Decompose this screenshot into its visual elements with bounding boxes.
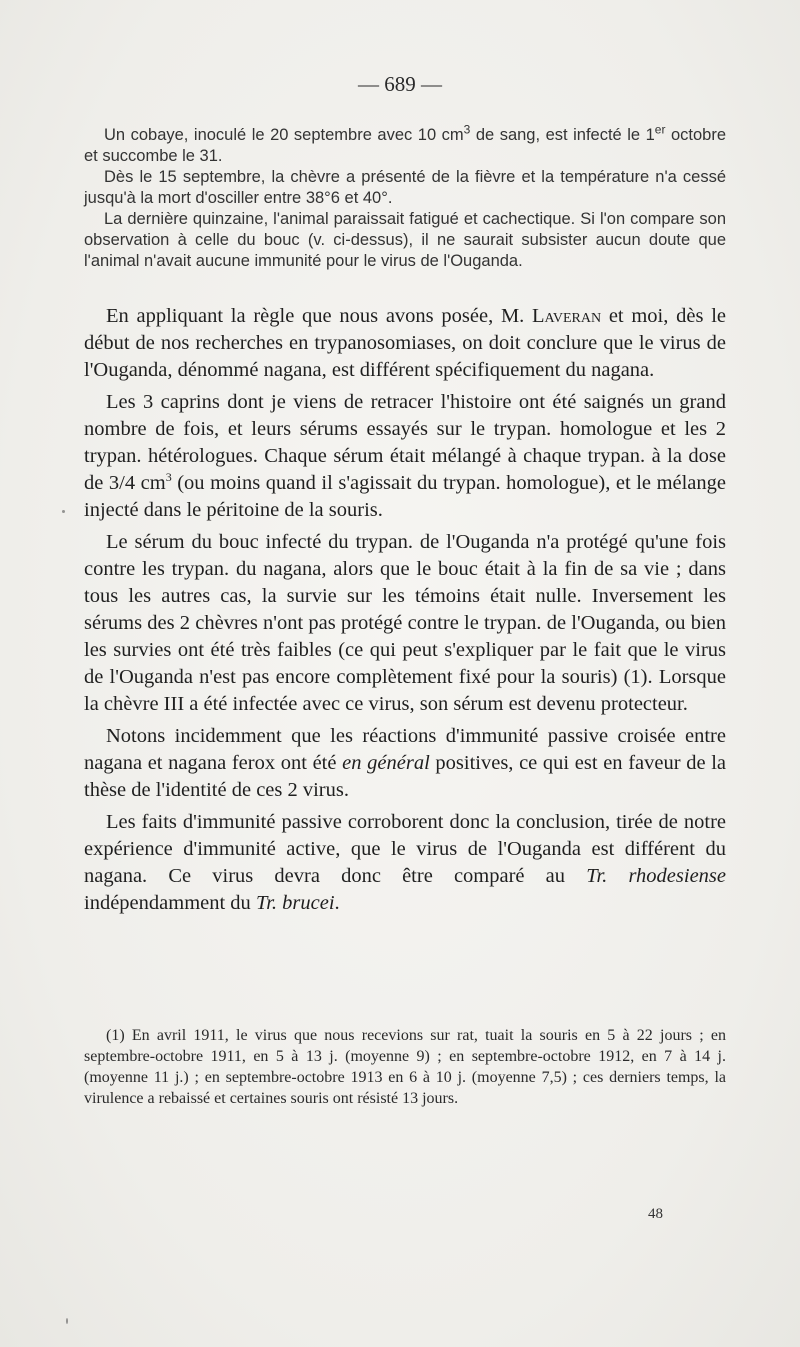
species-brucei: Tr. brucei xyxy=(255,892,335,914)
p1-before: En appliquant la règle que nous avons posée, M. xyxy=(106,305,533,327)
page-number: — 689 — xyxy=(358,72,442,96)
p2-part-b: (ou moins quand il s'agissait du trypan. homologue), et le mélange injecté dans le péritoine de la souris. xyxy=(84,472,727,521)
small-paragraph-1-part-c: octobre et succombe le 31. xyxy=(84,126,727,165)
small-paragraph-1-part-b: de sang, est infecté le 1 xyxy=(470,126,655,144)
main-paragraph-5 xyxy=(84,809,726,917)
footnote-text: (1) En avril 1911, le virus que nous recevions sur rat, tuait la souris en 5 à 22 jours ; en septembre-octobre 1911, en 5 à 13 j. (moyenne 9) ; en septembre-octobre 1912, en 7 à 14 j. (moyenne 11 j.) ; en septembre-octobre 1913 en 6 à 10 j. (moyenne 7,5) ; ces derniers temps, la virulence a rebaissé et certaines souris ont résisté 13 jours. xyxy=(84,1027,726,1107)
species-rhodesiense: Tr. rhodesiense xyxy=(586,865,726,887)
p4-italic: en général xyxy=(342,752,430,774)
small-paragraph-1-part-a: Un cobaye, inoculé le 20 septembre avec 10 cm xyxy=(104,126,464,144)
small-text-block xyxy=(84,122,727,272)
signature-mark: 48 xyxy=(648,1206,663,1222)
p5-part-c: . xyxy=(334,892,340,914)
p5-part-b: indépendamment du xyxy=(84,892,256,914)
main-text-block xyxy=(84,303,726,922)
small-paragraph-1 xyxy=(84,122,727,167)
small-paragraph-2: Dès le 15 septembre, la chèvre a présenté de la fièvre et la température n'a cessé jusqu'à la mort d'osciller entre 38°6 et 40°. xyxy=(84,168,726,207)
main-paragraph-3: Le sérum du bouc infecté du trypan. de l'Ouganda n'a protégé qu'une fois contre les trypan. du nagana, alors que le bouc était à la fin de sa vie ; dans tous les autres cas, la survie sur les témoins était nulle. Inversement les sérums des 2 chèvres n'ont pas protégé contre le trypan. de l'Ouganda, ou bien les survies ont été très faibles (ce qui peut s'expliquer par le fait que le virus de l'Ouganda n'est pas encore complètement fixé pour la souris) (1). Lorsque la chèvre III a été infectée avec ce virus, son sérum est devenu protecteur. xyxy=(84,531,726,715)
main-paragraph-2 xyxy=(84,389,726,524)
footnote xyxy=(84,1025,726,1109)
small-paragraph-3: La dernière quinzaine, l'animal paraissait fatigué et cachectique. Si l'on compare son observation à celle du bouc (v. ci-dessus), il ne saurait subsister aucun doute que l'animal n'avait aucune immunité pour le virus de l'Ouganda. xyxy=(84,210,726,270)
p2-cm3-superscript: 3 xyxy=(165,470,172,485)
cm3-superscript: 3 xyxy=(463,122,471,137)
p5-part-a: Les faits d'immunité passive corroborent donc la conclusion, tirée de notre expérience d'immunité active, que le virus de l'Ouganda est différent du nagana. Ce virus devra donc être comparé au xyxy=(84,811,726,887)
main-paragraph-4 xyxy=(84,723,726,804)
print-blemish xyxy=(62,510,65,513)
p4-before: Notons incidemment que les réactions d'immunité passive croisée entre nagana et nagana ferox ont été xyxy=(84,725,726,774)
main-paragraph-1 xyxy=(84,303,726,384)
p4-after: positives, ce qui est en faveur de la thèse de l'identité de ces 2 virus. xyxy=(84,752,726,801)
p2-part-a: Les 3 caprins dont je viens de retracer l'histoire ont été saignés un grand nombre de fois, et leurs sérums essayés sur le trypan. homologue et les 2 trypan. hétérologues. Chaque sérum était mélangé à chaque trypan. à la dose de 3/4 cm xyxy=(84,391,726,494)
p1-after: et moi, dès le début de nos recherches en trypanosomiases, on doit conclure que le virus de l'Ouganda, dénommé nagana, est différent spécifiquement du nagana. xyxy=(84,305,726,381)
er-superscript: er xyxy=(654,122,666,137)
author-name-laveran: Laveran xyxy=(532,305,602,327)
print-blemish xyxy=(66,1318,68,1324)
